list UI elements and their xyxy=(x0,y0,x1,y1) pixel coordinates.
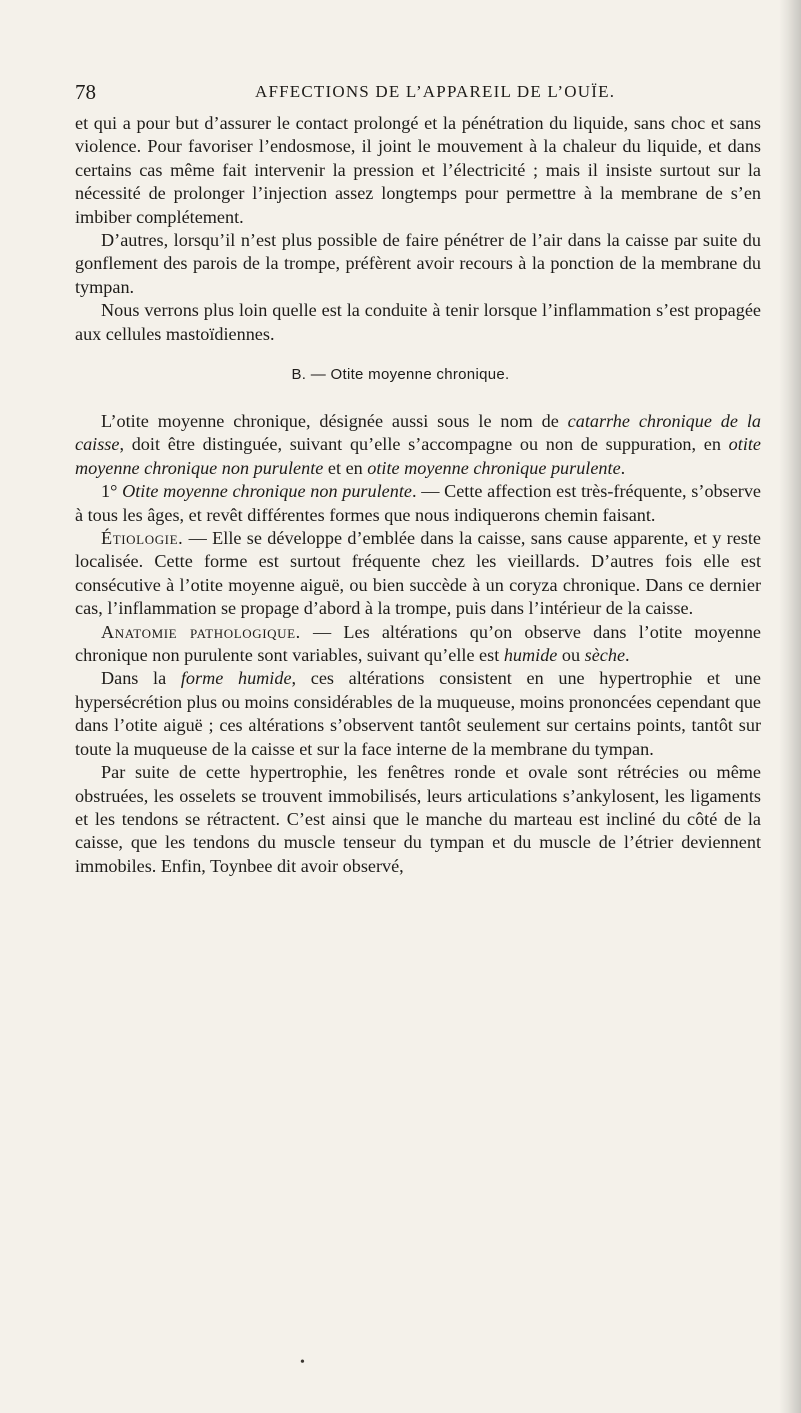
paragraph-etiologie: Étiologie. — Elle se développe d’emblée dans la caisse, sans cause apparente, et y reste localisée. Cette forme est surtout fréquente chez les vieillards. D’autres fois elle est consécutive à l’otite moyenne aiguë, ou bien succède à un coryza chronique. Dans ce dernier cas, l’inflammation se propage d’abord à la trompe, puis dans l’intérieur de la caisse. xyxy=(75,528,761,619)
paragraph-last: Par suite de cette hypertrophie, les fenêtres ronde et ovale sont rétrécies ou même obstruées, les osselets se trouvent immobilisés, leurs articulations s’ankylosent, les ligaments et les tendons se rétractent. C’est ainsi que le manche du marteau est incliné du côté de la caisse, que les tendons du muscle tenseur du tympan et du muscle de l’étrier deviennent immobiles. Enfin, Toynbee dit avoir observé, xyxy=(75,762,761,876)
etiologie-label: Étiologie. xyxy=(101,528,184,549)
section-b-text xyxy=(75,410,761,878)
running-title: AFFECTIONS DE L’APPAREIL DE L’OUÏE. xyxy=(255,82,616,101)
paragraph-item-1: 1° Otite moyenne chronique non purulente. — Cette affection est très-fréquente, s’observe à tous les âges, et revêt différentes formes que nous indiquerons chemin faisant. xyxy=(75,481,762,525)
paragraph-forme-humide: Dans la forme humide, ces altérations consistent en une hypertrophie et une hypersécrétion plus ou moins considérables de la muqueuse, moins prononcées cependant que dans l’otite aiguë ; ces altérations s’observent tantôt seulement sur certains points, tantôt sur toute la muqueuse de la caisse et sur la face interne de la membrane du tympan. xyxy=(75,668,761,759)
paragraph-intro: L’otite moyenne chronique, désignée aussi sous le nom de catarrhe chronique de la caisse, doit être distinguée, suivant qu’elle s’accompagne ou non de suppuration, en otite moyenne chronique non purulente et en otite moyenne chronique purulente. xyxy=(75,411,761,478)
anatomie-label: Anatomie pathologique. xyxy=(101,621,301,642)
section-heading: B. — Otite moyenne chronique. xyxy=(291,366,510,383)
paragraph-anatomie: Anatomie pathologique. — Les altérations qu’on observe dans l’otite moyenne chronique non purulente sont variables, suivant qu’elle est humide ou sèche. xyxy=(75,621,761,666)
page-edge-shadow xyxy=(779,0,801,1413)
paragraph-continuation: et qui a pour but d’assurer le contact prolongé et la pénétration du liquide, sans choc et sans violence. Pour favoriser l’endosmose, il joint le mouvement à la chaleur du liquide, et dans certains cas même fait intervenir la pression et l’électricité ; mais il insiste surtout sur la nécessité de prolonger l’injection assez longtemps pour permettre à la membrane de s’en imbiber complétement. xyxy=(75,113,761,227)
page-number: 78 xyxy=(75,80,96,104)
paragraph: D’autres, lorsqu’il n’est plus possible de faire pénétrer de l’air dans la caisse par suite du gonflement des parois de la trompe, préfèrent avoir recours à la ponction de la membrane du tympan. xyxy=(75,230,761,297)
section-a-text xyxy=(75,112,761,346)
ink-speck: • xyxy=(300,1355,305,1370)
page-header xyxy=(75,80,755,108)
paragraph: Nous verrons plus loin quelle est la conduite à tenir lorsque l’inflammation s’est propagée aux cellules mastoïdiennes. xyxy=(75,300,761,344)
